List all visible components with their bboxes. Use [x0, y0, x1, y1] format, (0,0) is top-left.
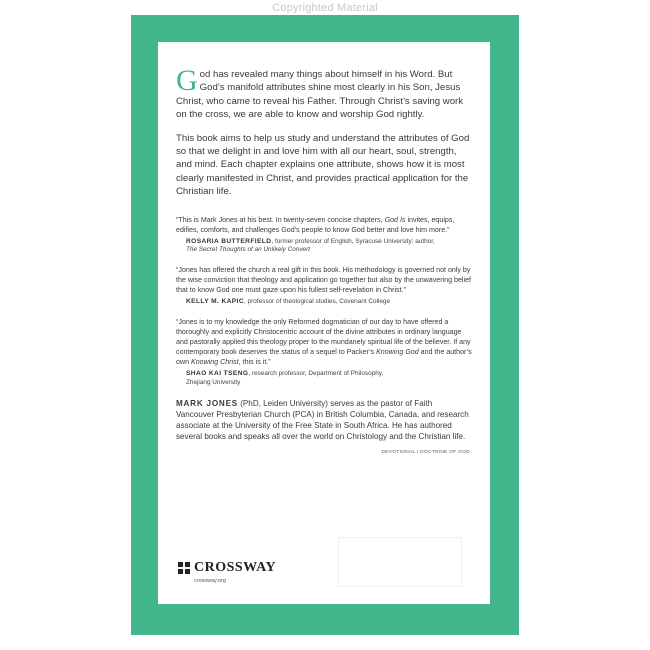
endorsement-1 — [176, 215, 472, 256]
endorser-role: , research professor, Department of Philosophy, Zhejiang University — [186, 370, 384, 386]
endorsement-text — [176, 317, 472, 367]
endorsement-text-part: “Jones is to my knowledge the only Reformed dogmatician of our day to have offered a thoroughly and explicitly Christocentric account of the divine attributes in ordinary language and pastorally applied this theology proper to the mundanely spiritual life of the believer. If any contemporary book deserves the status of a sequel to Packer’s — [176, 318, 471, 357]
endorsement-attribution — [186, 238, 472, 256]
author-name: MARK JONES — [176, 398, 238, 408]
back-cover-panel — [158, 42, 490, 604]
author-bio-text: (PhD, Leiden University) serves as the pastor of Faith Vancouver Presbyterian Church (PCA) in British Columbia, Canada, and research associate at the University of the Free State in South Africa. He has authored several books and speaks all over the world on Christology and the Christian life. — [176, 398, 469, 442]
endorsement-text — [176, 215, 472, 235]
endorsement-attribution — [186, 370, 396, 388]
endorsement-text-part: invites, equips, edifies, comforts, and challenges God’s people to know God better and love him more.” — [176, 215, 455, 234]
publisher-logo — [178, 560, 276, 576]
endorser-work: The Secret Thoughts of an Unlikely Convert — [186, 246, 310, 254]
barcode-area — [338, 537, 462, 587]
crossway-cross-icon — [178, 562, 190, 574]
blurb-paragraph-1-text: od has revealed many things about himself in his Word. But God’s manifold attributes shine most clearly in his Son, Jesus Christ, who came to reveal his Father. Through Christ’s saving work on the cross, we are able to know and worship God rightly. — [176, 69, 464, 121]
endorsement-2 — [176, 265, 472, 307]
drop-cap: G — [176, 64, 198, 97]
endorser-role: , former professor of English, Syracuse University; author, — [271, 237, 435, 245]
endorsement-book-title: God Is — [384, 215, 406, 224]
publisher-block — [178, 560, 276, 584]
publisher-url: crossway.org — [194, 578, 226, 584]
publisher-name: CROSSWAY — [194, 560, 277, 575]
endorsement-text-part: , this is it.” — [238, 358, 271, 367]
endorser-name: ROSARIA BUTTERFIELD — [186, 237, 272, 245]
endorsement-text: “Jones has offered the church a real gift in this book. His methodology is governed not only by the wise conviction that theology and application go together but also by the unwavering belief that to know God one must gaze upon his fullest self-revelation in Christ.” — [176, 266, 471, 295]
watermark-text: Copyrighted Material — [272, 2, 378, 14]
endorsement-text-part: “This is Mark Jones at his best. In twenty-seven concise chapters, — [176, 215, 385, 224]
endorsement-attribution — [186, 298, 472, 307]
endorser-name: SHAO KAI TSENG — [186, 370, 249, 378]
endorsement-3 — [176, 317, 472, 388]
endorsement-book-title: Knowing Christ — [190, 358, 239, 367]
cover-content — [176, 64, 472, 456]
endorsement-text-part: and the author’s own — [176, 348, 472, 367]
blurb-paragraph-1 — [176, 64, 472, 122]
endorser-name: KELLY M. KAPIC — [186, 298, 244, 306]
endorser-role: , professor of theological studies, Covenant College — [244, 298, 391, 306]
author-bio — [176, 398, 472, 443]
blurb-paragraph-2: This book aims to help us study and understand the attributes of God so that we delight in and love him with all our heart, soul, strength, and mind. Each chapter explains one attribute, shows how it is most clearly manifested in Christ, and provides practical application for the Christian life. — [176, 132, 470, 198]
category-label: DEVOTIONAL / DOCTRINE OF GOD — [381, 450, 470, 456]
endorsement-book-title: Knowing God — [376, 348, 419, 357]
